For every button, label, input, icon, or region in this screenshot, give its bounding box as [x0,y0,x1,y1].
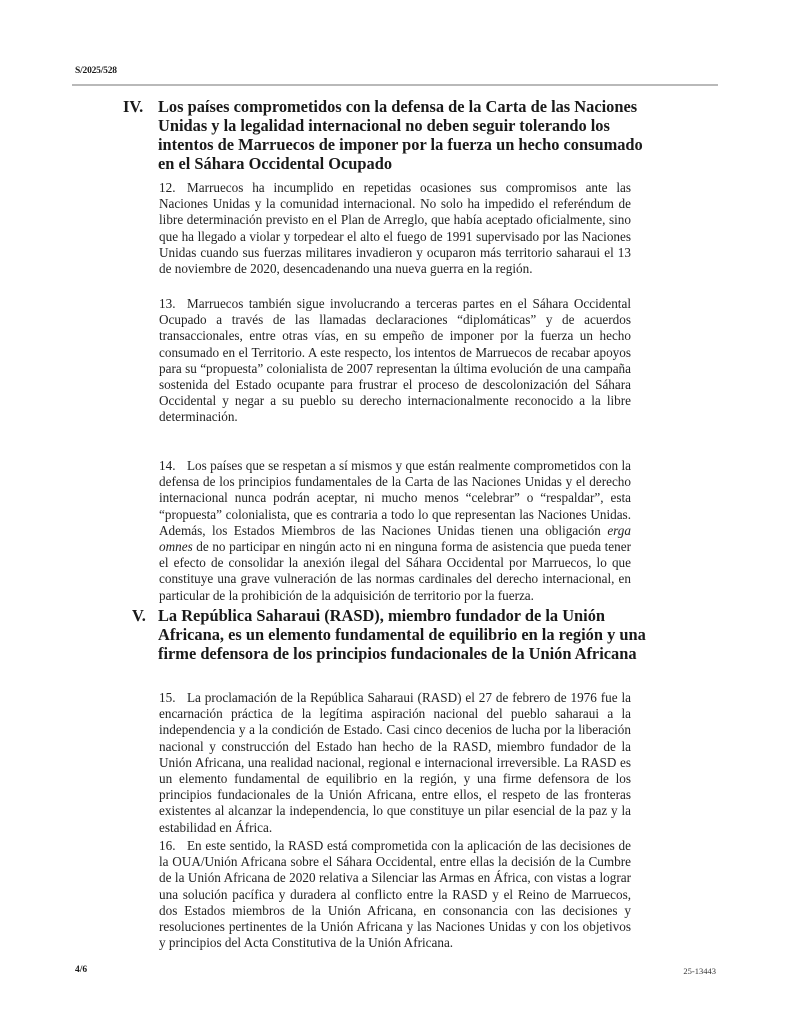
paragraph-number: 15. [159,690,176,705]
paragraph-number: 14. [159,458,176,473]
section-title: La República Saharaui (RASD), miembro fundador de la Unión Africana, es un elemento fundamental de equilibrio en la región y una firme defensora de los principios fundacionales de la Unión Africana [158,606,646,663]
paragraph-12 [159,180,631,277]
paragraph-text: Marruecos también sigue involucrando a terceras partes en el Sáhara Occidental Ocupado a través de las llamadas declaraciones “diplomáticas” y de acuerdos transaccionales, entre otras vías, en su empeño de imponer por la fuerza un hecho consumado en el Territorio. A este respecto, los intentos de Marruecos de recabar apoyos para su “propuesta” colonialista de 2007 representan la última evolución de una campaña sostenida del Estado ocupante para frustrar el proceso de descolonización del Sáhara Occidental y negar a su pueblo su derecho internacionalmente reconocido a la libre determinación. [159,296,631,425]
paragraph-text: Los países que se respetan a sí mismos y que están realmente comprometidos con la defensa de los principios fundamentales de la Carta de las Naciones Unidas y el derecho internacional nunca podrán aceptar, ni mucho menos “celebrar” o “respaldar”, esta “propuesta” colonialista, que es contraria a todo lo que representan las Naciones Unidas. Además, los Estados Miembros de las Naciones Unidas tienen una obligación [159,458,631,538]
paragraph-13 [159,296,631,426]
section-title: Los países comprometidos con la defensa de la Carta de las Naciones Unidas y la legalidad internacional no deben seguir tolerando los intentos de Marruecos de imponer por la fuerza un hecho consumado en el Sáhara Occidental Ocupado [158,97,643,173]
header-divider [72,84,718,86]
job-number: 25-13443 [683,966,716,976]
paragraph-number: 12. [159,180,176,195]
section-number: IV. [123,97,144,116]
paragraph-number: 16. [159,838,176,853]
latin-term: erga omnes [159,522,631,555]
paragraph-text: La proclamación de la República Saharaui (RASD) el 27 de febrero de 1976 fue la encarnación práctica de la legítima aspiración nacional del pueblo saharaui a la independencia y a la condición de Estado. Casi cinco decenios de lucha por la liberación nacional y construcción del Estado han hecho de la RASD, miembro fundador de la Unión Africana, una realidad nacional, regional e internacional irreversible. La RASD es un elemento fundamental de equilibrio en la región, y una firme defensora de los principios fundacionales de la Unión Africana, entre ellos, el respeto de las fronteras existentes al alcanzar la independencia, lo que constituye un pilar esencial de la paz y la estabilidad en África. [159,690,631,835]
paragraph-text: En este sentido, la RASD está comprometida con la aplicación de las decisiones de la OUA/Unión Africana sobre el Sáhara Occidental, entre ellas la decisión de la Cumbre de la Unión Africana de 2020 relativa a Silenciar las Armas en África, con vistas a lograr una solución pacífica y duradera al conflicto entre la RASD y el Reino de Marruecos, dos Estados miembros de la Unión Africana, en consonancia con las decisiones y resoluciones pertinentes de la Unión Africana y las Naciones Unidas y con los objetivos y principios del Acta Constitutiva de la Unión Africana. [159,838,631,951]
section-number: V. [132,606,146,625]
paragraph-text: Marruecos ha incumplido en repetidas ocasiones sus compromisos ante las Naciones Unidas y la comunidad internacional. No solo ha impedido el referéndum de libre determinación previsto en el Plan de Arreglo, que había aceptado oficialmente, sino que ha llegado a violar y torpedear el alto el fuego de 1991 supervisado por las Naciones Unidas cuando sus fuerzas militares invadieron y ocuparon más territorio saharaui el 13 de noviembre de 2020, desencadenando una nueva guerra en la región. [159,180,631,277]
paragraph-15 [159,690,631,836]
paragraph-number: 13. [159,296,176,311]
document-symbol: S/2025/528 [75,66,117,76]
paragraph-14 [159,458,631,604]
paragraph-text-continued: de no participar en ningún acto ni en ninguna forma de asistencia que pueda tener el efecto de consolidar la anexión ilegal del Sáhara Occidental por Marruecos, lo que constituye una grave vulneración de las normas cardinales del derecho internacional, en particular de la prohibición de la adquisición de territorio por la fuerza. [159,539,631,603]
page-number: 4/6 [75,965,88,975]
paragraph-16 [159,838,631,951]
